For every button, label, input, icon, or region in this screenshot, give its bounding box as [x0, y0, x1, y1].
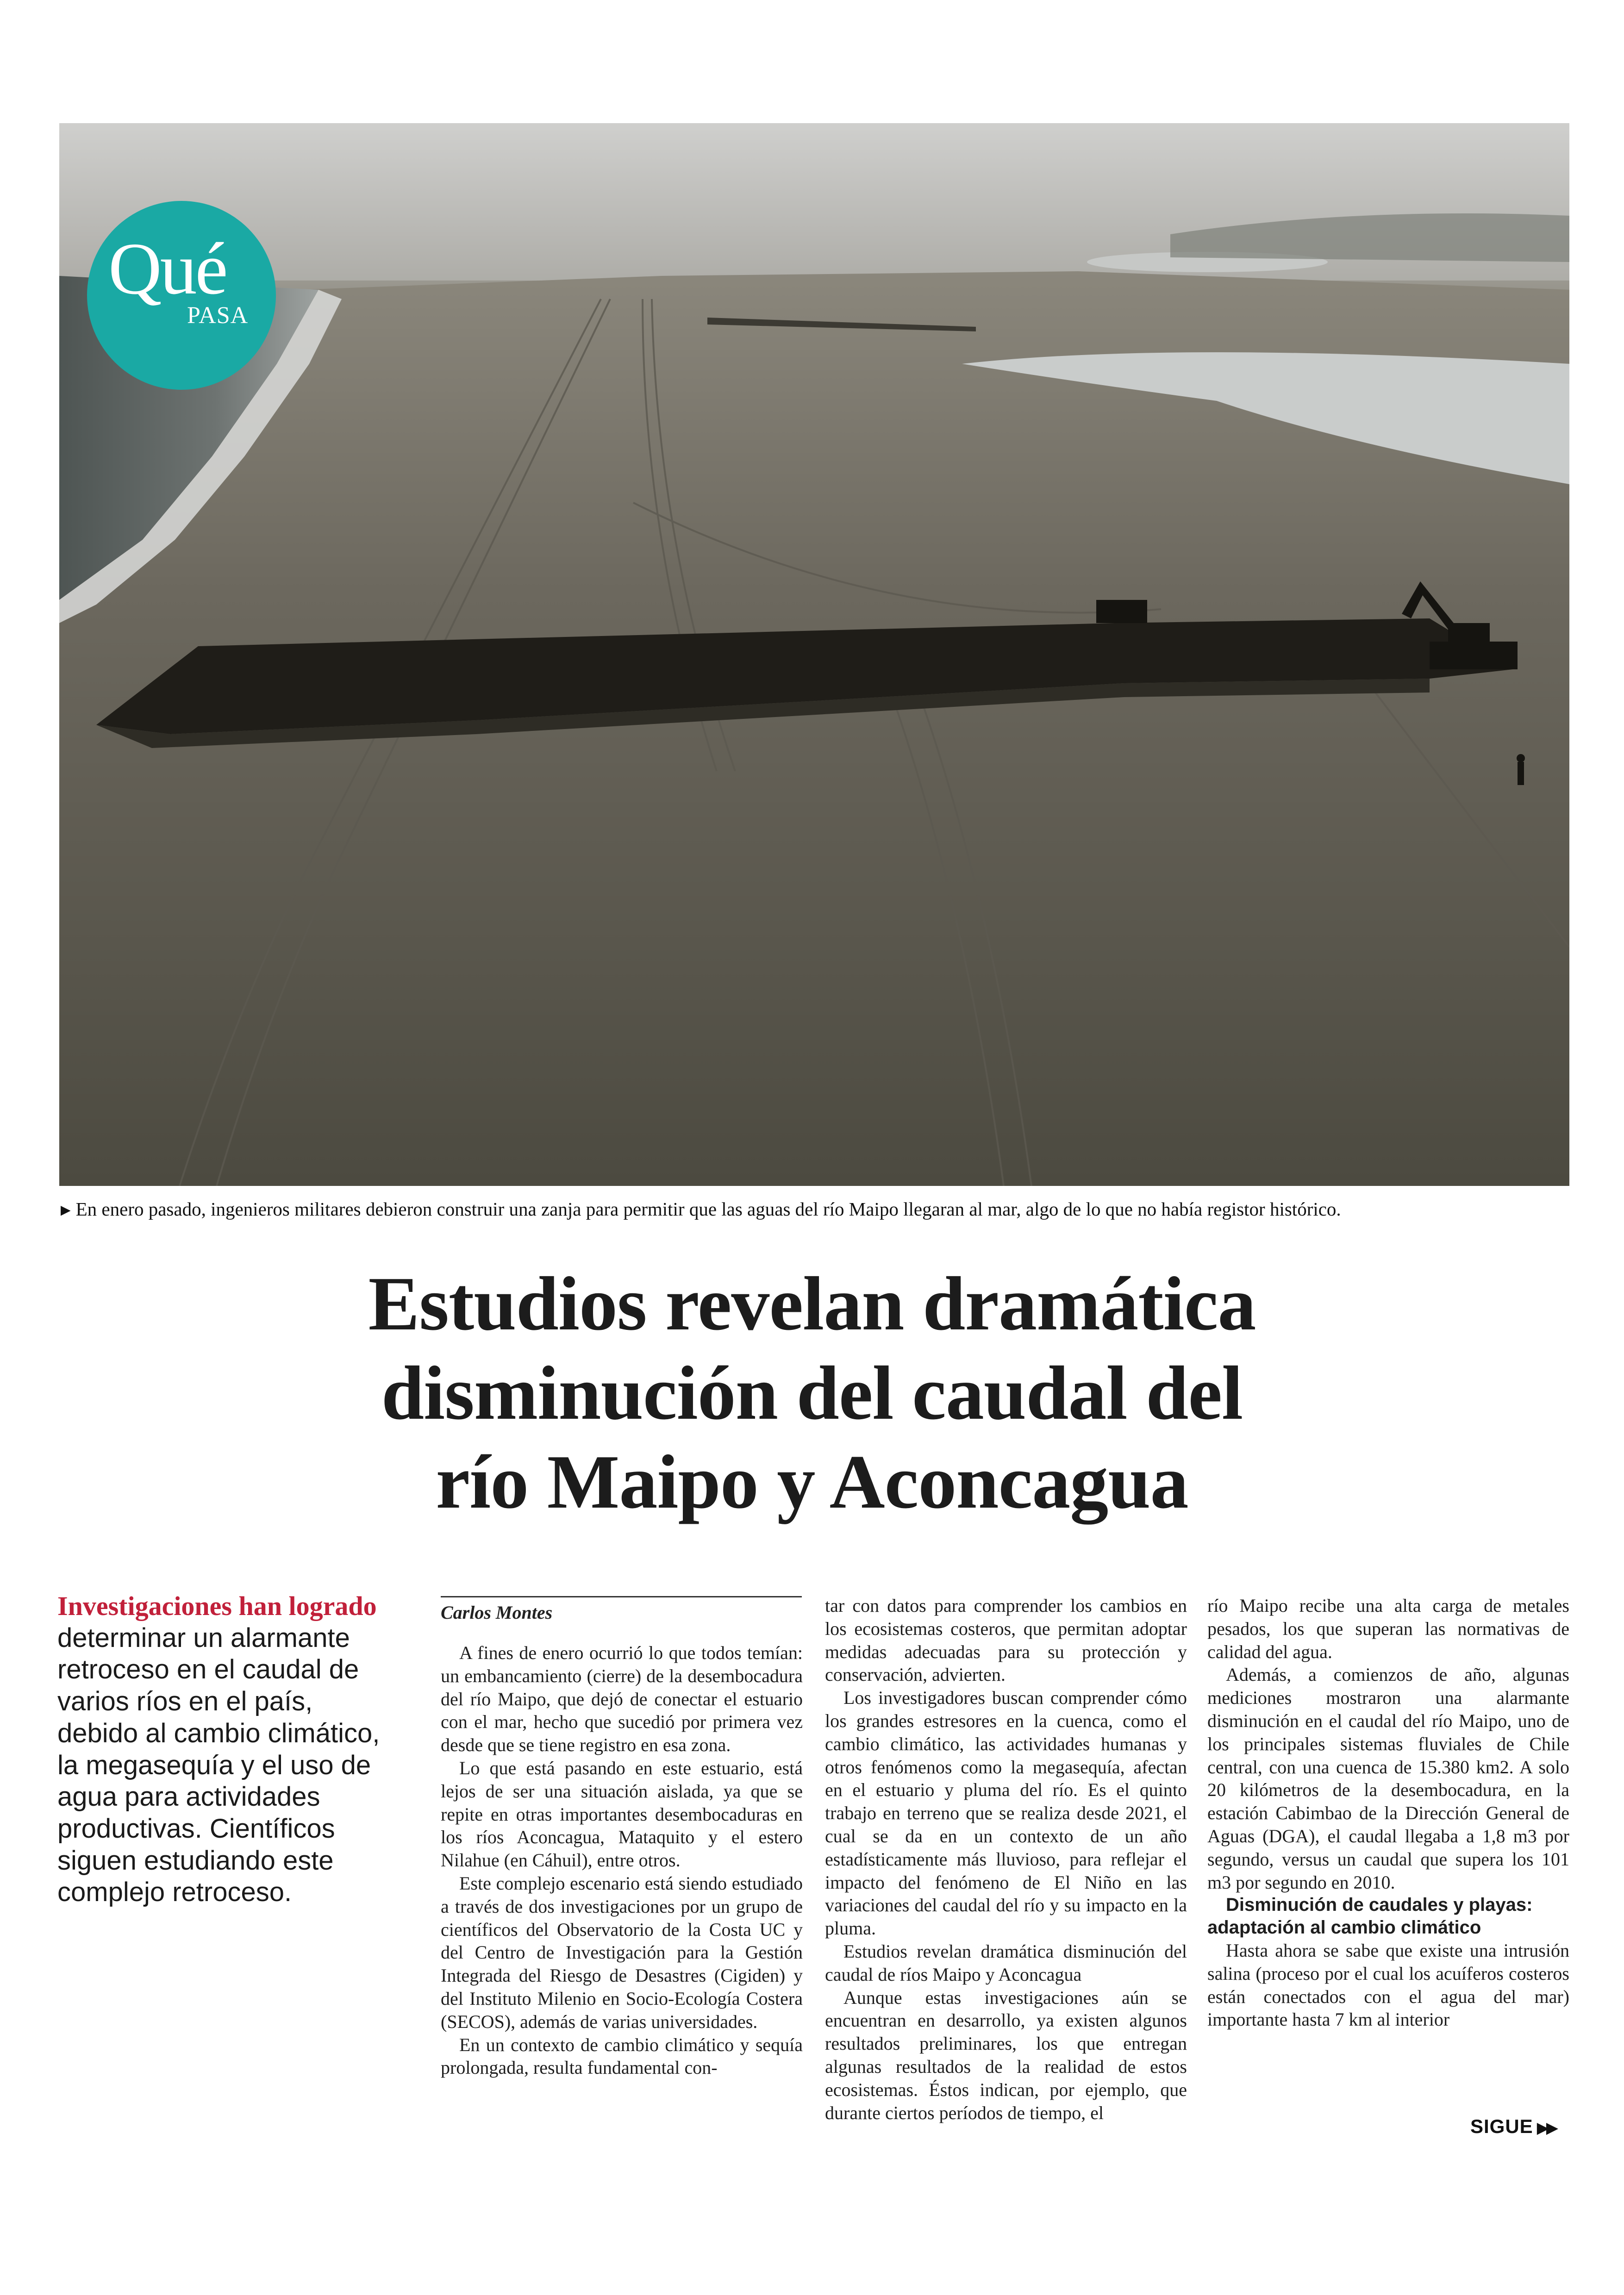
body-paragraph-1: A fines de enero ocurrió lo que todos temían: un embancamiento (cierre) de la desembocadura del río Maipo, que dejó de conectar el estuario con el mar, hecho que sucedió por primera vez desde que se tiene registro en esa zona. — [441, 1642, 803, 1756]
continue-marker — [1470, 2115, 1555, 2138]
article-column-3 — [1207, 1594, 1569, 2031]
section-subhead: Disminución de caudales y playas: adaptación al cambio climático — [1207, 1895, 1533, 1938]
body-paragraph-8: Además, a comienzos de año, algunas mediciones mostraron una alarmante disminución en el caudal del río Maipo, uno de los principales sistemas fluviales de Chile central, con una cuenca de 15.380 km2. A solo 20 kilómetros de la desembocadura, en la estación Cabimbao de la Dirección General de Aguas (DGA), el caudal llegaba a 1,8 m3 por segundo, versus un caudal que supera los 101 m3 por segundo en 2010. — [1207, 1664, 1569, 1893]
caption-arrow-icon: ► — [57, 1201, 74, 1219]
body-paragraph-9: Hasta ahora se sabe que existe una intrusión salina (proceso por el cual los acuíferos costeros están conectados con el agua del mar) importante hasta 7 km al interior — [1207, 1940, 1569, 2030]
lead-paragraph — [57, 1590, 400, 1908]
continue-label: SIGUE — [1470, 2115, 1533, 2137]
body-paragraph-4-end: tar con datos para comprender los cambios en los ecosistemas costeros, que permitan adoptar medidas adecuadas para su protección y conservación, advierten. — [825, 1595, 1187, 1685]
photo-caption-text: En enero pasado, ingenieros militares debieron construir una zanja para permitir que las aguas del río Maipo llegaran al mar, algo de lo que no había registor histórico. — [75, 1198, 1341, 1220]
aerial-beach-illustration — [59, 123, 1569, 1186]
lead-strong: Investigaciones han logrado — [57, 1591, 377, 1621]
badge-que-text: Qué — [108, 227, 226, 310]
article-column-1 — [441, 1641, 803, 2079]
person — [1517, 754, 1525, 785]
lead-rest: determinar un alarmante retroceso en el caudal de varios ríos en el país, debido al cambio climático, la megasequía y el uso de agua para actividades productivas. Científicos siguen estudiando este complejo retroceso. — [57, 1622, 380, 1908]
headline-line-3: río Maipo y Aconcagua — [436, 1439, 1188, 1525]
byline: Carlos Montes — [441, 1602, 553, 1623]
headline-line-2: disminución del caudal del — [381, 1350, 1243, 1435]
body-paragraph-3: Este complejo escenario está siendo estudiado a través de dos investigaciones por un grupo de científicos del Observatorio de la Costa UC y del Centro de Investigación para la Gestión Integrada del Riesgo de Desastres (Cigiden) y del Instituto Milenio en Socio-Ecología Costera (SECOS), además de varias universidades. — [441, 1872, 803, 2032]
body-paragraph-2: Lo que está pasando en este estuario, está lejos de ser una situación aislada, ya que se repite en otras importantes desembocaduras en los ríos Aconcagua, Mataquito y el estero Nilahue (en Cáhuil), entre otros. — [441, 1757, 803, 1871]
badge-pasa-text: PASA — [187, 302, 249, 329]
headline — [139, 1259, 1485, 1527]
byline-rule — [441, 1596, 802, 1597]
hero-photo — [59, 123, 1569, 1186]
body-paragraph-7-end: río Maipo recibe una alta carga de metales pesados, los que superan las normativas de calidad del agua. — [1207, 1595, 1569, 1662]
body-paragraph-6: Estudios revelan dramática disminución del caudal de ríos Maipo y Aconcagua — [825, 1940, 1187, 1985]
body-paragraph-4-start: En un contexto de cambio climático y sequía prolongada, resulta fundamental con- — [441, 2034, 803, 2078]
photo-caption — [57, 1198, 1585, 1221]
double-arrow-icon: ▶▶ — [1537, 2119, 1555, 2137]
body-paragraph-7-start: Aunque estas investigaciones aún se encuentran en desarrollo, ya existen algunos resultados preliminares, los que entregan algunas resultados de la realidad de estos ecosistemas. Éstos indican, por ejemplo, que durante ciertos períodos de tiempo, el — [825, 1987, 1187, 2123]
body-paragraph-5: Los investigadores buscan comprender cómo los grandes estresores en la cuenca, como el cambio climático, las actividades humanas y otros fenómenos como la megasequía, afectan en el estuario y pluma del río. Es el quinto trabajo en terreno que se realiza desde 2021, el cual se da en un contexto de un año estadísticamente más lluvioso, para reflejar el impacto del fenómeno de El Niño en las variaciones del caudal del río y su impacto en la pluma. — [825, 1687, 1187, 1939]
headline-line-1: Estudios revelan dramática — [368, 1261, 1256, 1346]
article-column-2 — [825, 1594, 1187, 2124]
que-pasa-badge — [87, 201, 276, 390]
truck — [1096, 600, 1147, 623]
